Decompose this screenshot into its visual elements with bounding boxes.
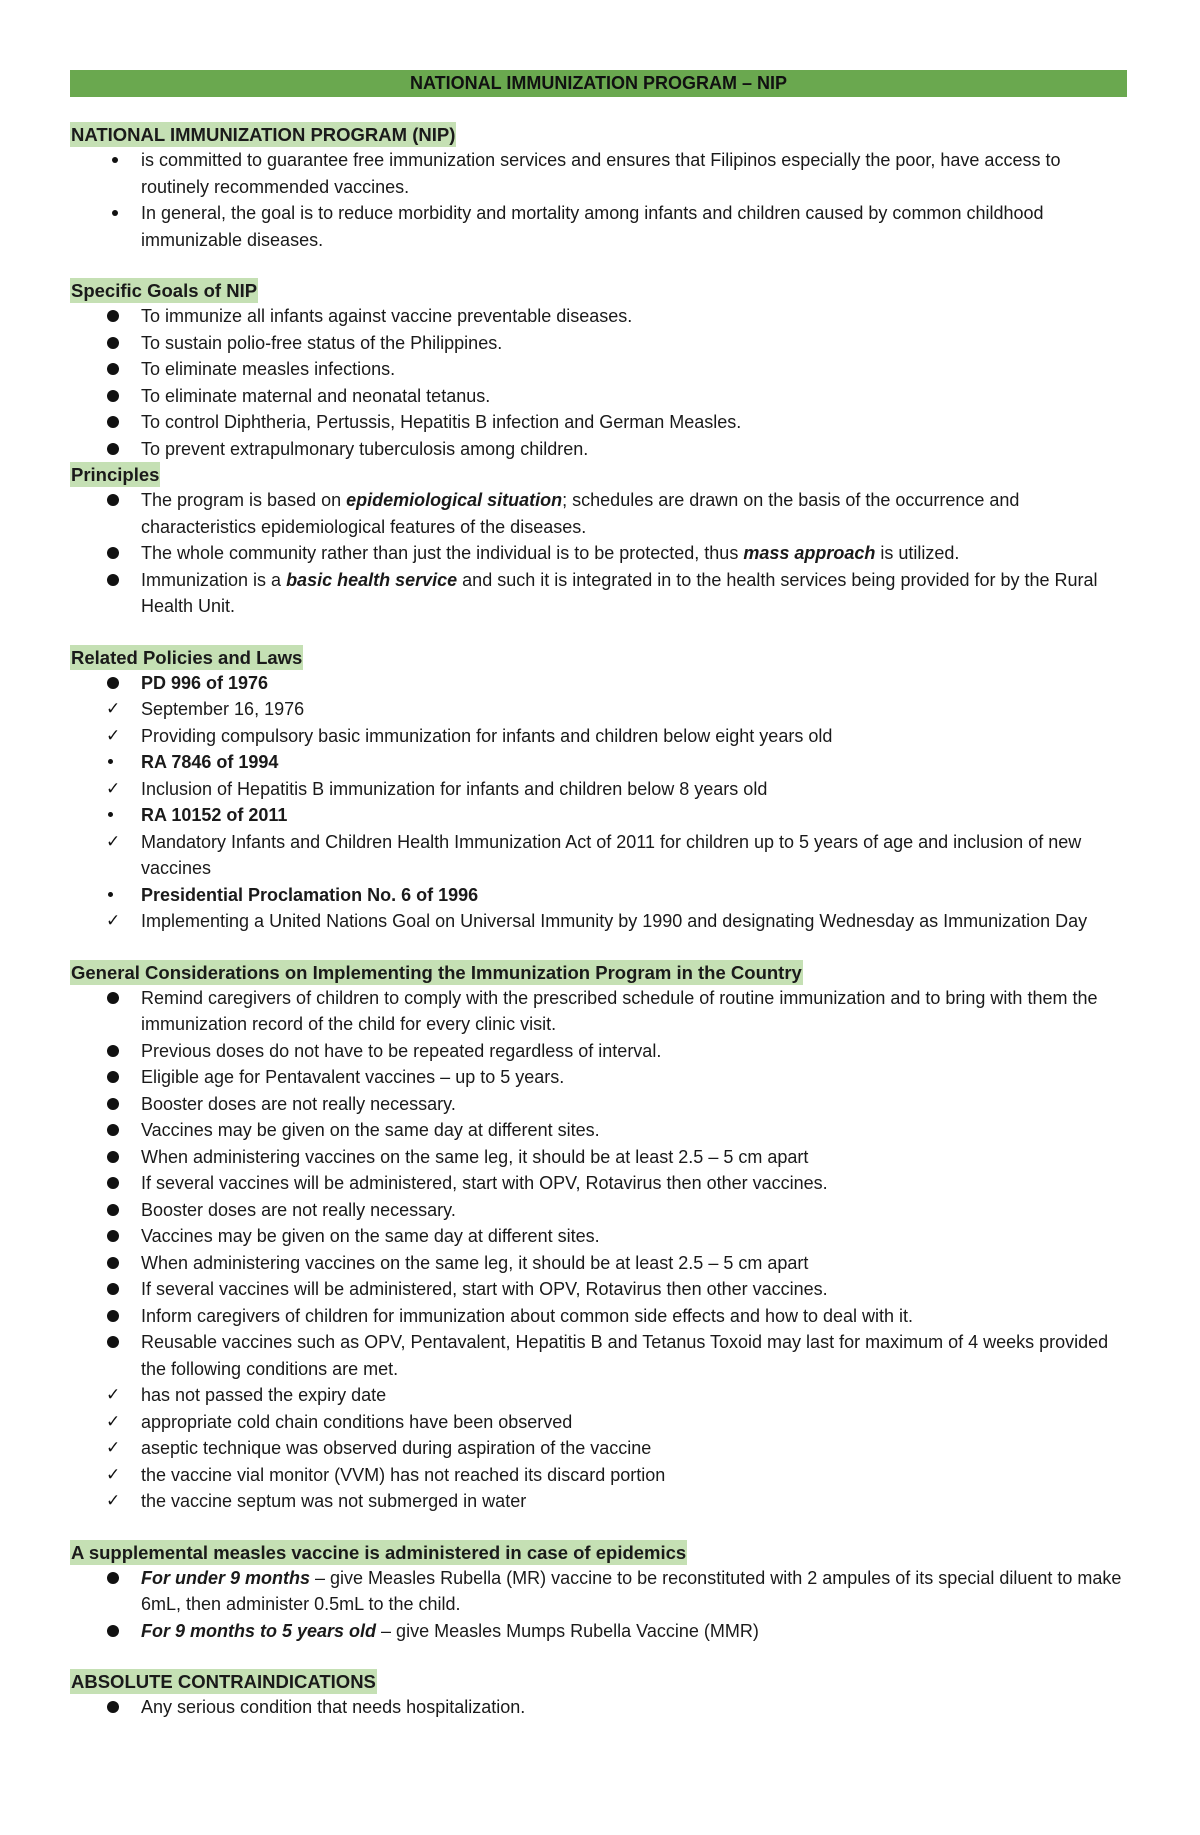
page-title-banner: NATIONAL IMMUNIZATION PROGRAM – NIP: [70, 70, 1127, 97]
list-item: For under 9 months – give Measles Rubella (MR) vaccine to be reconstituted with 2 ampules of its special diluent to make 6mL, then administer 0.5mL to the child.: [70, 1565, 1127, 1618]
goals-section: [70, 278, 1127, 462]
nip-section: [70, 122, 1127, 253]
condition-item: ✓ the vaccine septum was not submerged in water: [70, 1488, 1127, 1515]
list-item: Booster doses are not really necessary.: [70, 1197, 1127, 1224]
list-item: When administering vaccines on the same leg, it should be at least 2.5 – 5 cm apart: [70, 1144, 1127, 1171]
bullet-icon: [70, 567, 141, 593]
bullet-icon: [70, 1276, 141, 1302]
bullet-icon: [70, 383, 141, 409]
list-item: Reusable vaccines such as OPV, Pentavalent, Hepatitis B and Tetanus Toxoid may last for maximum of 4 weeks provided the following conditions are met.: [70, 1329, 1127, 1382]
bullet-icon: [70, 670, 141, 696]
law-detail-item: ✓ Inclusion of Hepatitis B immunization for infants and children below 8 years old: [70, 776, 1127, 803]
law-detail-item: ✓ Mandatory Infants and Children Health Immunization Act of 2011 for children up to 5 years of age and inclusion of new vaccines: [70, 829, 1127, 882]
list-item: To eliminate measles infections.: [70, 356, 1127, 383]
list-item: When administering vaccines on the same leg, it should be at least 2.5 – 5 cm apart: [70, 1250, 1127, 1277]
bullet-icon: [70, 356, 141, 382]
bullet-icon: [70, 487, 141, 513]
law-item: RA 7846 of 1994: [70, 749, 1127, 776]
law-detail-item: ✓ Providing compulsory basic immunization for infants and children below eight years old: [70, 723, 1127, 750]
bullet-icon: [70, 436, 141, 462]
condition-item: ✓ has not passed the expiry date: [70, 1382, 1127, 1409]
law-detail-item: ✓ Implementing a United Nations Goal on Universal Immunity by 1990 and designating Wednesday as Immunization Day: [70, 908, 1127, 935]
list-item: Previous doses do not have to be repeated regardless of interval.: [70, 1038, 1127, 1065]
nip-list: [70, 147, 1127, 253]
list-item: Any serious condition that needs hospitalization.: [70, 1694, 1127, 1721]
bullet-icon: [70, 409, 141, 435]
supplemental-heading: A supplemental measles vaccine is administered in case of epidemics: [71, 1541, 687, 1563]
law-item: Presidential Proclamation No. 6 of 1996: [70, 882, 1127, 909]
law-item: PD 996 of 1976: [70, 670, 1127, 697]
checkmark-icon: [70, 723, 141, 749]
bullet-icon: [70, 200, 141, 226]
bullet-icon: [70, 540, 141, 566]
list-item: Booster doses are not really necessary.: [70, 1091, 1127, 1118]
principles-section: [70, 462, 1127, 620]
contraindications-section: [70, 1669, 1127, 1721]
bullet-icon: [70, 749, 141, 775]
policies-heading: Related Policies and Laws: [71, 646, 303, 668]
checkmark-icon: [70, 1488, 141, 1514]
bullet-icon: [70, 1303, 141, 1329]
checkmark-icon: [70, 829, 141, 855]
policies-list: [70, 670, 1127, 935]
bullet-icon: [70, 330, 141, 356]
bullet-icon: [70, 1038, 141, 1064]
bullet-icon: [70, 1197, 141, 1223]
checkmark-icon: [70, 1462, 141, 1488]
bullet-icon: [70, 1694, 141, 1720]
list-item: In general, the goal is to reduce morbidity and mortality among infants and children caused by common childhood immunizable diseases.: [70, 200, 1127, 253]
bullet-icon: [70, 1064, 141, 1090]
list-item: If several vaccines will be administered, start with OPV, Rotavirus then other vaccines.: [70, 1276, 1127, 1303]
bullet-icon: [70, 985, 141, 1011]
supplemental-list: [70, 1565, 1127, 1645]
condition-item: ✓ aseptic technique was observed during aspiration of the vaccine: [70, 1435, 1127, 1462]
list-item: Immunization is a basic health service and such it is integrated in to the health services being provided for by the Rural Health Unit.: [70, 567, 1127, 620]
bullet-icon: [70, 882, 141, 908]
law-detail-item: ✓ September 16, 1976: [70, 696, 1127, 723]
list-item: The whole community rather than just the individual is to be protected, thus mass approach is utilized.: [70, 540, 1127, 567]
checkmark-icon: [70, 908, 141, 934]
principles-heading: Principles: [71, 464, 160, 485]
law-item: RA 10152 of 2011: [70, 802, 1127, 829]
checkmark-icon: [70, 1409, 141, 1435]
list-item: For 9 months to 5 years old – give Measles Mumps Rubella Vaccine (MMR): [70, 1618, 1127, 1645]
bullet-icon: [70, 1117, 141, 1143]
bullet-icon: [70, 1250, 141, 1276]
condition-item: ✓ the vaccine vial monitor (VVM) has not reached its discard portion: [70, 1462, 1127, 1489]
bullet-icon: [70, 1144, 141, 1170]
principles-list: [70, 487, 1127, 620]
contraindications-heading: ABSOLUTE CONTRAINDICATIONS: [71, 1671, 376, 1692]
bullet-icon: [70, 1618, 141, 1644]
goals-heading: Specific Goals of NIP: [71, 280, 258, 301]
policies-section: [70, 645, 1127, 935]
nip-heading: NATIONAL IMMUNIZATION PROGRAM (NIP): [71, 124, 456, 145]
bullet-icon: [70, 1091, 141, 1117]
bullet-icon: [70, 802, 141, 828]
bullet-icon: [70, 1223, 141, 1249]
checkmark-icon: [70, 696, 141, 722]
checkmark-icon: [70, 1435, 141, 1461]
considerations-heading: General Considerations on Implementing the Immunization Program in the Country: [71, 961, 802, 983]
condition-item: ✓ appropriate cold chain conditions have been observed: [70, 1409, 1127, 1436]
list-item: Vaccines may be given on the same day at different sites.: [70, 1117, 1127, 1144]
list-item: Remind caregivers of children to comply with the prescribed schedule of routine immunization and to bring with them the immunization record of the child for every clinic visit.: [70, 985, 1127, 1038]
checkmark-icon: [70, 1382, 141, 1408]
considerations-section: [70, 960, 1127, 1515]
list-item: If several vaccines will be administered, start with OPV, Rotavirus then other vaccines.: [70, 1170, 1127, 1197]
list-item: Eligible age for Pentavalent vaccines – up to 5 years.: [70, 1064, 1127, 1091]
list-item: Vaccines may be given on the same day at different sites.: [70, 1223, 1127, 1250]
list-item: To immunize all infants against vaccine preventable diseases.: [70, 303, 1127, 330]
bullet-icon: [70, 303, 141, 329]
considerations-list: [70, 985, 1127, 1515]
contraindications-list: [70, 1694, 1127, 1721]
bullet-icon: [70, 1170, 141, 1196]
list-item: is committed to guarantee free immunization services and ensures that Filipinos especially the poor, have access to routinely recommended vaccines.: [70, 147, 1127, 200]
list-item: Inform caregivers of children for immunization about common side effects and how to deal with it.: [70, 1303, 1127, 1330]
list-item: To control Diphtheria, Pertussis, Hepatitis B infection and German Measles.: [70, 409, 1127, 436]
bullet-icon: [70, 1565, 141, 1591]
list-item: To prevent extrapulmonary tuberculosis among children.: [70, 436, 1127, 463]
bullet-icon: [70, 1329, 141, 1355]
list-item: The program is based on epidemiological situation; schedules are drawn on the basis of the occurrence and characteristics epidemiological features of the diseases.: [70, 487, 1127, 540]
supplemental-section: [70, 1540, 1127, 1645]
checkmark-icon: [70, 776, 141, 802]
list-item: To sustain polio-free status of the Philippines.: [70, 330, 1127, 357]
goals-list: [70, 303, 1127, 462]
list-item: To eliminate maternal and neonatal tetanus.: [70, 383, 1127, 410]
bullet-icon: [70, 147, 141, 173]
document-page: [70, 70, 1127, 1721]
